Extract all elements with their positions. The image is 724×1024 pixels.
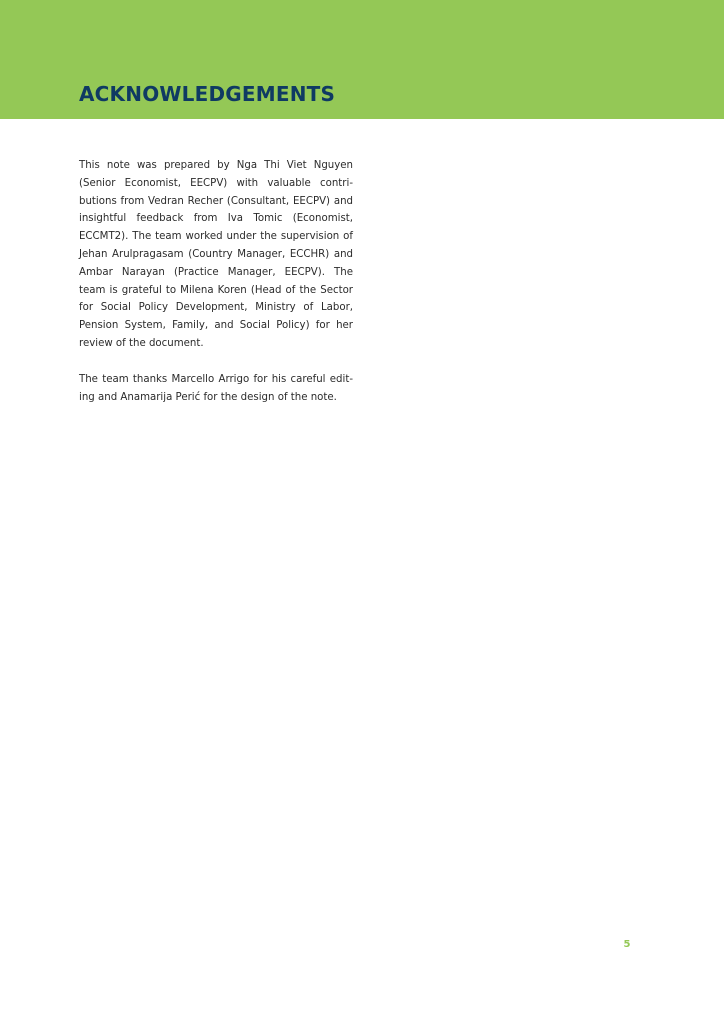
acknowledgements-body bbox=[79, 157, 353, 406]
page-title: ACKNOWLEDGEMENTS bbox=[79, 82, 336, 106]
paragraph-contributors: This note was prepared by Nga Thi Viet Nguyen (Senior Economist, EECPV) with valuable contri-butions from Vedran Recher (Consultant, EECPV) and insightful feedback from Iva Tomic (Economist, ECCMT2). The team worked under the supervision of Jehan Arulpragasam (Country Manager, ECCHR) and Ambar Narayan (Practice Manager, EECPV). The team is grateful to Milena Koren (Head of the Sector for Social Policy Development, Ministry of Labor, Pension System, Family, and Social Policy) for her review of the document. bbox=[79, 160, 353, 349]
paragraph-editing-design: The team thanks Marcello Arrigo for his careful edit-ing and Anamarija Perić for the design of the note. bbox=[79, 373, 353, 403]
page-number: 5 bbox=[623, 939, 631, 950]
